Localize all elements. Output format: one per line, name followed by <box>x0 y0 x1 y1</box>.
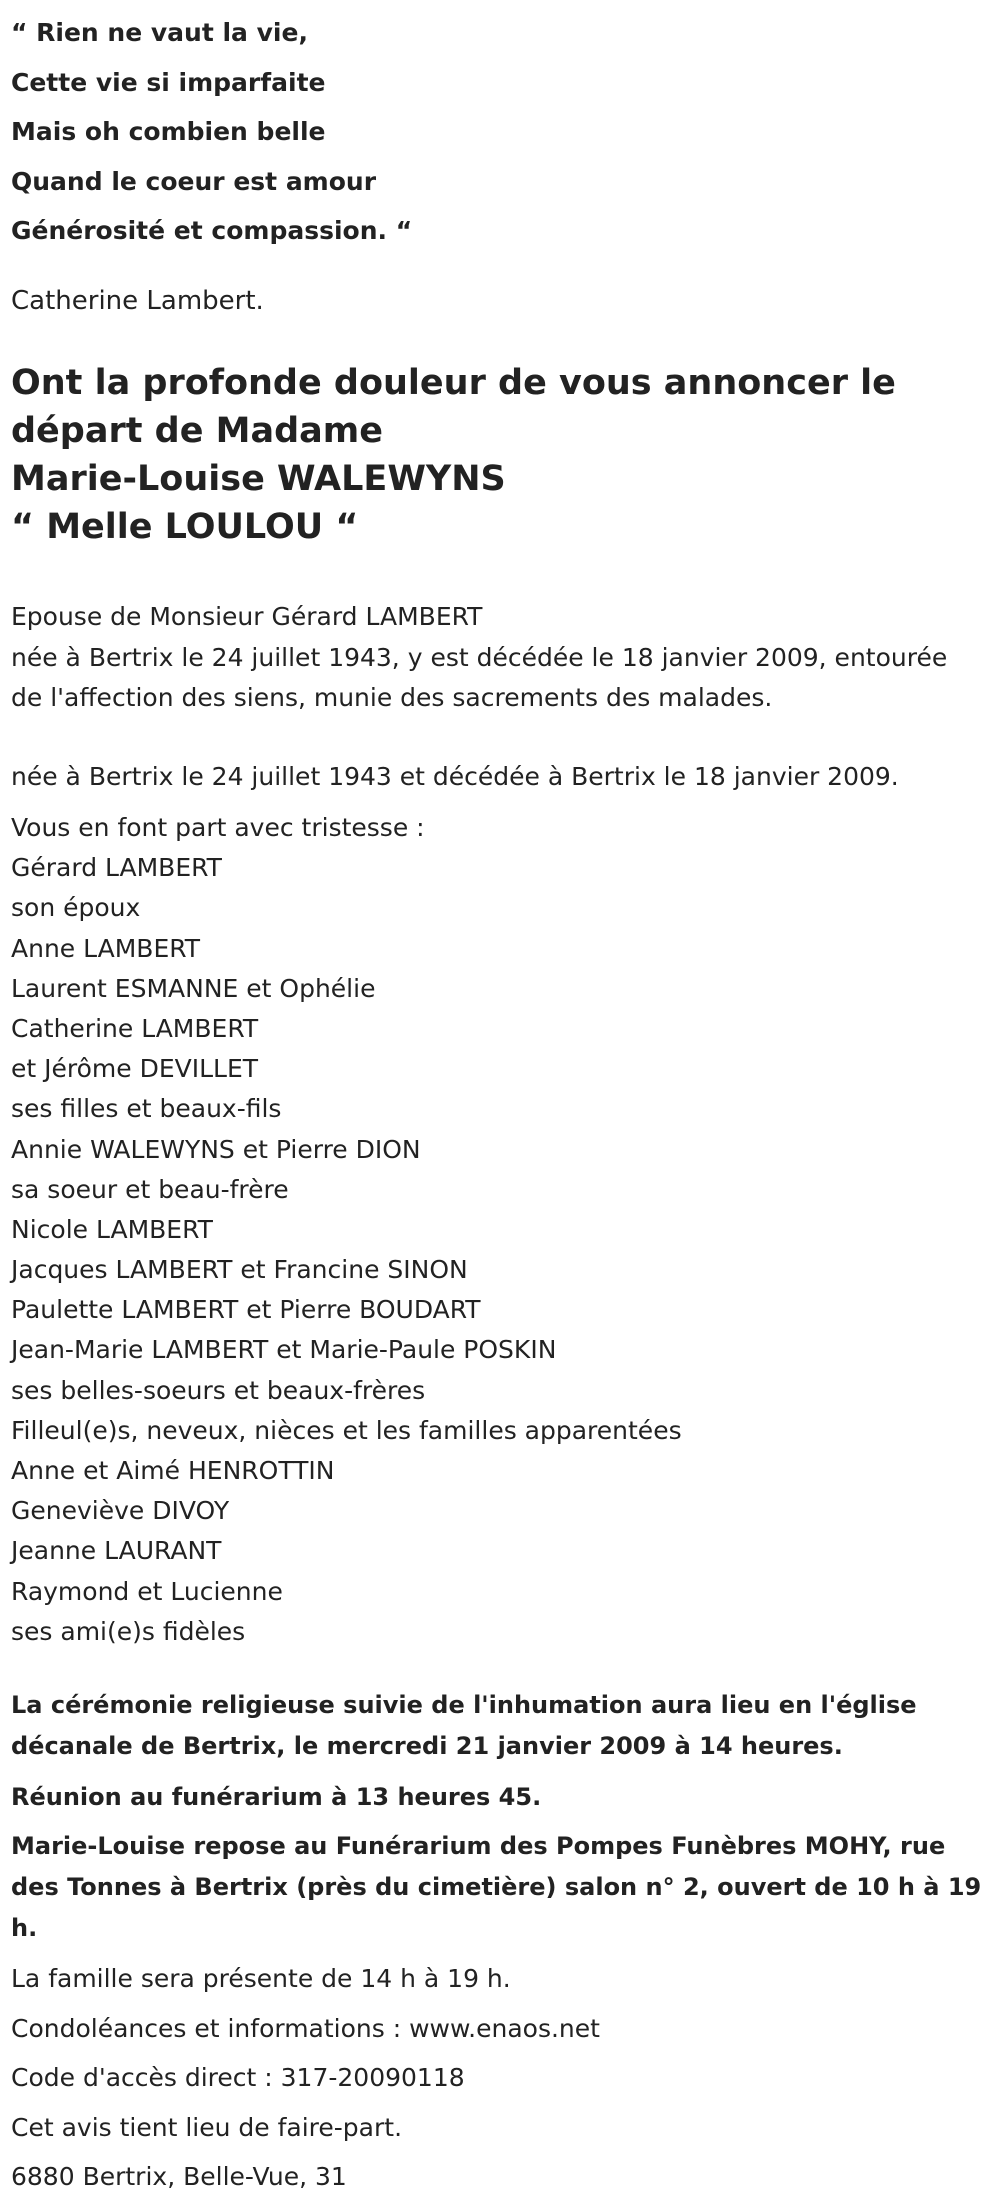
closing-info <box>11 1954 600 2202</box>
deceased-name: Marie-Louise WALEWYNS <box>11 459 506 499</box>
announcement-line: départ de Madame <box>11 411 383 451</box>
family-list <box>11 808 682 1652</box>
poem-line: Quand le coeur est amour <box>11 166 377 196</box>
birth-death-line: née à Bertrix le 24 juillet 1943 et décédée à Bertrix le 18 janvier 2009. <box>11 762 899 791</box>
family-line: Gérard LAMBERT <box>11 853 222 883</box>
ceremony-line: décanale de Bertrix, le mercredi 21 janvier 2009 à 14 heures. <box>11 1732 843 1760</box>
intro-paragraph <box>11 597 947 719</box>
family-line: ses ami(e)s fidèles <box>11 1616 246 1646</box>
family-line: Jean-Marie LAMBERT et Marie-Paule POSKIN <box>11 1335 557 1365</box>
family-line: et Jérôme DEVILLET <box>11 1054 259 1084</box>
ceremony-line: La cérémonie religieuse suivie de l'inhumation aura lieu en l'église <box>11 1691 917 1719</box>
repose-line: h. <box>11 1914 38 1942</box>
announcement-heading <box>11 359 896 551</box>
access-code: Code d'accès direct : 317-20090118 <box>11 2063 465 2092</box>
notice-statement: Cet avis tient lieu de faire-part. <box>11 2112 403 2142</box>
family-line: Raymond et Lucienne <box>11 1576 283 1606</box>
family-line: ses belles-soeurs et beaux-frères <box>11 1375 426 1405</box>
intro-line: Epouse de Monsieur Gérard LAMBERT <box>11 602 483 631</box>
repose-line: Marie-Louise repose au Funérarium des Pompes Funèbres MOHY, rue <box>11 1832 946 1860</box>
condolences-info: Condoléances et informations : www.enaos.net <box>11 2013 600 2043</box>
family-line: Jacques LAMBERT et Francine SINON <box>11 1255 468 1285</box>
poem <box>11 8 412 256</box>
intro-line: née à Bertrix le 24 juillet 1943, y est décédée le 18 janvier 2009, entourée <box>11 642 948 672</box>
address: 6880 Bertrix, Belle-Vue, 31 <box>11 2162 347 2191</box>
announcement-line: Ont la profonde douleur de vous annoncer le <box>11 363 896 403</box>
family-line: Anne LAMBERT <box>11 933 201 963</box>
poem-line: Cette vie si imparfaite <box>11 67 326 97</box>
family-line: Anne et Aimé HENROTTIN <box>11 1456 335 1485</box>
family-line: Annie WALEWYNS et Pierre DION <box>11 1134 421 1164</box>
deceased-nickname: “ Melle LOULOU “ <box>11 507 359 547</box>
family-line: Jeanne LAURANT <box>11 1536 222 1566</box>
family-line: Geneviève DIVOY <box>11 1496 230 1526</box>
family-line: Nicole LAMBERT <box>11 1214 213 1244</box>
family-line: ses filles et beaux-fils <box>11 1094 282 1124</box>
poem-author: Catherine Lambert. <box>11 286 264 316</box>
reunion-info: Réunion au funérarium à 13 heures 45. <box>11 1783 542 1811</box>
family-line: son époux <box>11 893 141 923</box>
poem-line: Mais oh combien belle <box>11 117 326 146</box>
poem-line: “ Rien ne vaut la vie, <box>11 18 308 47</box>
family-line: Filleul(e)s, neveux, nièces et les familles apparentées <box>11 1415 682 1445</box>
family-line: Catherine LAMBERT <box>11 1013 259 1043</box>
family-line: Paulette LAMBERT et Pierre BOUDART <box>11 1295 481 1325</box>
family-presence: La famille sera présente de 14 h à 19 h. <box>11 1964 511 1993</box>
ceremony-info <box>11 1685 917 1767</box>
repose-info <box>11 1826 981 1949</box>
repose-line: des Tonnes à Bertrix (près du cimetière) salon n° 2, ouvert de 10 h à 19 <box>11 1873 982 1901</box>
family-line: Laurent ESMANNE et Ophélie <box>11 973 376 1003</box>
family-line: Vous en font part avec tristesse : <box>11 813 425 842</box>
intro-line: de l'affection des siens, munie des sacrements des malades. <box>11 683 773 712</box>
poem-line: Générosité et compassion. “ <box>11 216 413 245</box>
family-line: sa soeur et beau-frère <box>11 1174 289 1204</box>
